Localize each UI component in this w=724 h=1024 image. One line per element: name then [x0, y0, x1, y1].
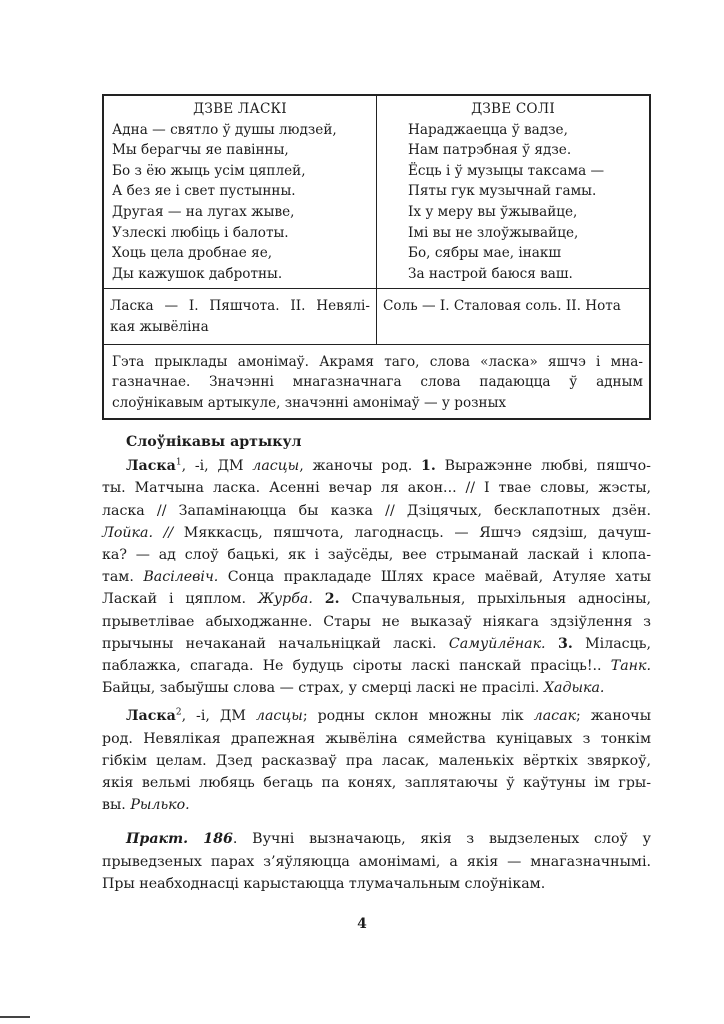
page-number: 4: [357, 916, 367, 932]
dictionary-article-section: [102, 431, 651, 901]
text-line: Ласка$^1$, -і, ДМ ласцы, жаночы род. 1. Выражэнне любві, пяшчо-: [126, 457, 651, 475]
text-line: прыветлівае абыходжанне. Стары не выказаў ніякага здзіўлення з: [102, 613, 651, 630]
poem-cell-right: [377, 95, 651, 289]
text-line: якія вельмі любяць бегаць па конях, заплятаючы ў каўтуны ім гры-: [102, 775, 651, 792]
text-line: там. Васілевіч. Сонца праклададе Шлях красе маёвай, Атуляе хаты: [102, 569, 651, 586]
poem-line: Мы берагчы яе павінны,: [112, 142, 289, 159]
homonym-poems-table: [102, 94, 651, 420]
poem-line: Хоць цела дробнае яе,: [112, 245, 273, 262]
text-line: Ласкай і цяплом. Журба. 2. Спачувальныя, прыхільныя адносіны,: [102, 591, 652, 608]
text-line: Байцы, забыўшы слова — страх, у смерці ласкі не прасілі. Хадыка.: [102, 680, 605, 697]
poem-line: За настрой баюся ваш.: [408, 265, 573, 282]
note-line: газначнае. Значэнні мнагазначнага слова падаюцца ў адным: [112, 374, 643, 391]
definition-sol: Соль — І. Сталовая соль. ІІ. Нота: [383, 298, 621, 315]
poem-line: Бо з ёю жыць усім цяплей,: [112, 162, 306, 179]
poem-line: Узлескі любіць і балоты.: [112, 224, 289, 241]
text-line: вы. Рылько.: [102, 797, 190, 814]
poem-line: Іх у меру вы ўжывайце,: [408, 203, 578, 220]
text-line: гібкім целам. Дзед расказваў пра ласак, маленькіх вёрткіх звяркоў,: [102, 752, 651, 769]
text-line: Лойка. // Мяккасць, пяшчота, лагоднасць. — Яшчэ сядзіш, дачуш-: [102, 524, 651, 541]
text-line: ласка // Запамінаюцца бы казка // Дзіцячых, бесклапотных дзён.: [102, 502, 651, 519]
definition-laska-line1: Ласка — І. Пяшчота. ІІ. Невялі-: [110, 298, 370, 315]
poem-cell-left: [103, 95, 377, 289]
text-line: род. Невялікая драпежная жывёліна сямейства куніцавых з тонкім: [102, 730, 651, 747]
definition-cell-right: [377, 289, 651, 344]
definition-laska-line2: кая жывёліна: [110, 318, 209, 335]
poem-line: Імі вы не злоўжывайце,: [408, 224, 579, 241]
text-line: прычыны нечаканай начальніцкай ласкі. Самуйлёнак. 3. Міласць,: [102, 635, 651, 652]
dictionary-entry-laska-2: [102, 705, 651, 816]
poem-line: Нараджаецца ў вадзе,: [408, 121, 568, 138]
note-line: Гэта прыклады амонімаў. Акрамя таго, слова «ласка» яшчэ і мна-: [112, 353, 643, 370]
text-line: прыведзеных парах з’яўляюцца амонімамі, а якія — мнагазначнымі.: [102, 853, 651, 870]
note-line: слоўнікавым артыкуле, значэнні амонімаў — у розных: [112, 394, 507, 411]
text-line: Пры неабходнасці карыстаюцца тлумачальным слоўнікам.: [102, 875, 546, 892]
poem-line: Ды кажушок дабротны.: [112, 265, 283, 282]
poem-title-left: ДЗВЕ ЛАСКІ: [193, 101, 287, 117]
poem-title-right: ДЗВЕ СОЛІ: [471, 101, 555, 117]
poem-line: Ёсць і ў музыцы таксама —: [408, 162, 605, 179]
poem-line: А без яе і свет пустынны.: [112, 183, 296, 200]
text-line: ка? — ад слоў бацькі, як і заўсёды, вее стрыманай ласкай і клопа-: [102, 547, 651, 564]
poem-line: Другая — на лугах жыве,: [112, 203, 295, 220]
poem-line: Нам патрэбная ў ядзе.: [408, 142, 572, 159]
text-line: Практ. 186. Вучні вызначаюць, якія з выдзеленых слоў у: [126, 831, 651, 848]
text-line: паблажка, спагада. Не будуць сіроты ласкі панскай прасіць!.. Танк.: [102, 658, 651, 675]
dictionary-entry-laska-1: [102, 455, 651, 699]
text-line: ты. Матчына ласка. Асенні вечар ля акон... // І твае словы, жэсты,: [102, 480, 651, 497]
note-cell: [103, 344, 650, 419]
corner-rule: [0, 1016, 30, 1018]
text-line: Ласка$^2$, -і, ДМ ласцы; родны склон множны лік ласак; жаночы: [126, 707, 651, 725]
definition-cell-left: [103, 289, 377, 344]
poem-line: Пяты гук музычнай гамы.: [408, 183, 597, 200]
section-heading: Слоўнікавы артыкул: [126, 434, 302, 450]
poem-line: Бо, сябры мае, інакш: [408, 245, 562, 262]
practice-task: [102, 828, 651, 895]
poem-line: Адна — святло ў душы людзей,: [112, 121, 337, 138]
